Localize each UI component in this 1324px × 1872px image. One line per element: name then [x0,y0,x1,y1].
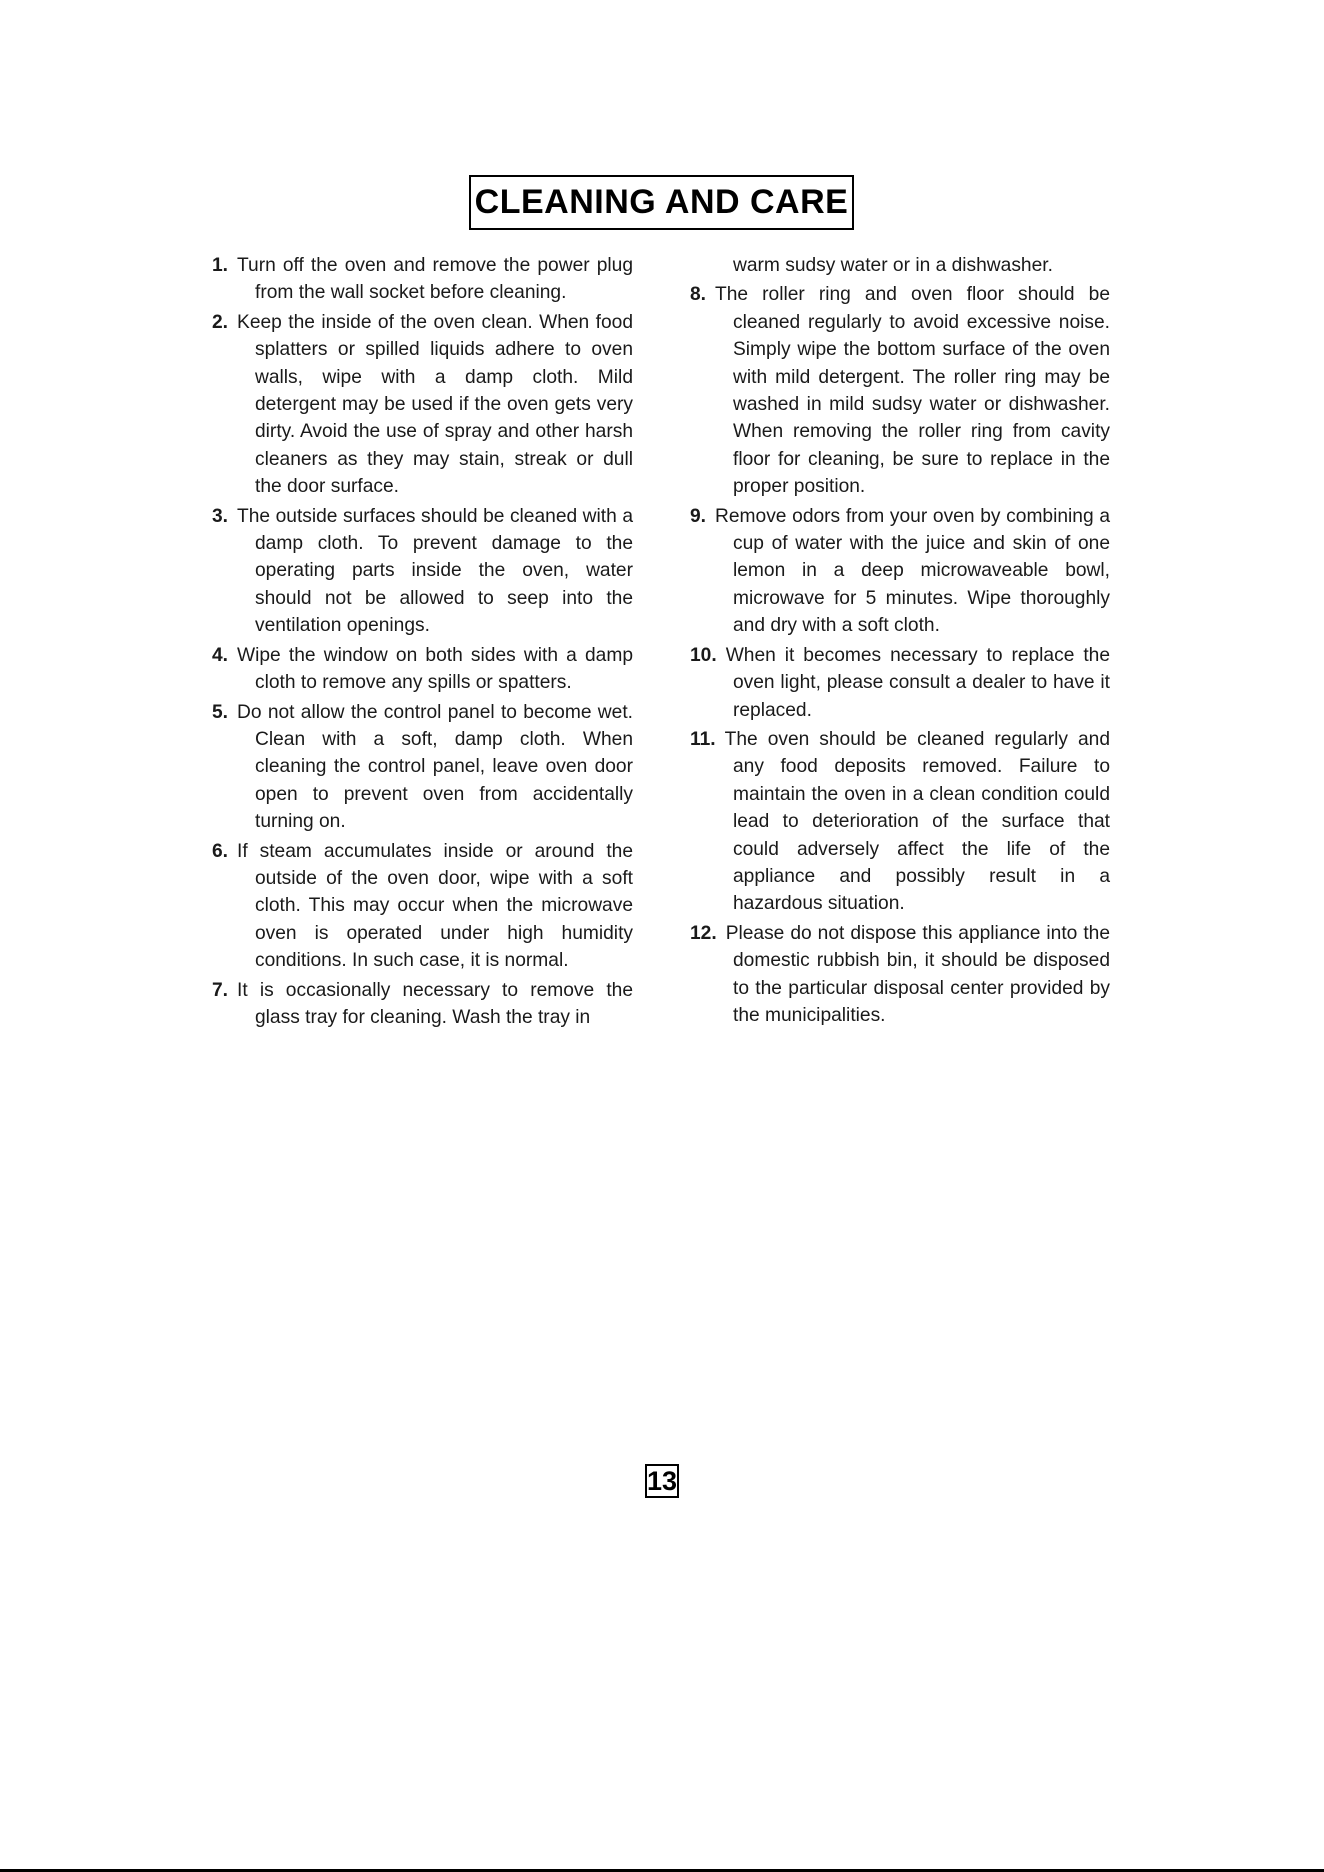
list-item [212,252,633,307]
item-text: Turn off the oven and remove the power plug from the wall socket before cleaning. [237,255,633,304]
left-column [212,252,633,1033]
right-column [690,252,1110,1031]
item-text: When it becomes necessary to replace the oven light, please consult a dealer to have it replaced. [725,644,1110,721]
item-text: Do not allow the control panel to become wet. Clean with a soft, damp cloth. When cleaning the control panel, leave oven door open to prevent oven from accidentally turning on. [237,701,633,833]
page-number: 13 [645,1464,679,1498]
item-number: 7. [212,979,229,1001]
item-number: 11. [690,728,716,750]
item-number: 12. [690,922,717,944]
item-text: The roller ring and oven floor should be cleaned regularly to avoid excessive noise. Simply wipe the bottom surface of the oven with mild detergent. The roller ring may be washed in mild sudsy water or dishwasher. When removing the roller ring from cavity floor for cleaning, be sure to replace in the proper position. [715,284,1110,498]
item-text: The oven should be cleaned regularly and any food deposits removed. Failure to maintain the oven in a clean condition could lead to deterioration of the surface that could adversely affect the life of the appliance and possibly result in a hazardous situation. [724,728,1110,915]
list-item [690,503,1110,640]
item-text: The outside surfaces should be cleaned with a damp cloth. To prevent damage to the operating parts inside the oven, water should not be allowed to seep into the ventilation openings. [237,505,633,637]
list-item [212,642,633,697]
item-text: Remove odors from your oven by combining a cup of water with the juice and skin of one lemon in a deep microwaveable bowl, microwave for 5 minutes. Wipe thoroughly and dry with a soft cloth. [715,505,1110,637]
item-text: Wipe the window on both sides with a damp cloth to remove any spills or spatters. [237,644,633,694]
item-number: 6. [212,840,229,862]
item-number: 1. [212,255,229,276]
list-item [212,699,633,836]
item-text: Please do not dispose this appliance into the domestic rubbish bin, it should be disposed to the particular disposal center provided by the municipalities. [725,922,1110,1026]
item-number: 8. [690,284,707,306]
item-number: 3. [212,505,229,527]
list-item [690,920,1110,1030]
item-number: 5. [212,701,229,723]
list-item [212,503,633,640]
list-item [212,309,633,501]
list-item [690,726,1110,918]
item-text: If steam accumulates inside or around the outside of the oven door, wipe with a soft cloth. This may occur when the microwave oven is operated under high humidity conditions. In such case, it is normal. [237,840,633,972]
list-item [212,977,633,1032]
list-item [212,838,633,975]
list-item-continuation: warm sudsy water or in a dishwasher. [733,255,1053,276]
item-text: Keep the inside of the oven clean. When food splatters or spilled liquids adhere to oven walls, wipe with a damp cloth. Mild detergent may be used if the oven gets very dirty. Avoid the use of spray and other harsh cleaners as they may stain, streak or dull the door surface. [237,311,633,498]
item-number: 10. [690,644,717,666]
list-item [690,281,1110,500]
item-text: It is occasionally necessary to remove the glass tray for cleaning. Wash the tray in [237,979,633,1028]
item-number: 4. [212,644,229,666]
page-title: CLEANING AND CARE [469,175,854,230]
item-number: 2. [212,311,229,333]
list-item [690,642,1110,724]
item-number: 9. [690,505,707,527]
